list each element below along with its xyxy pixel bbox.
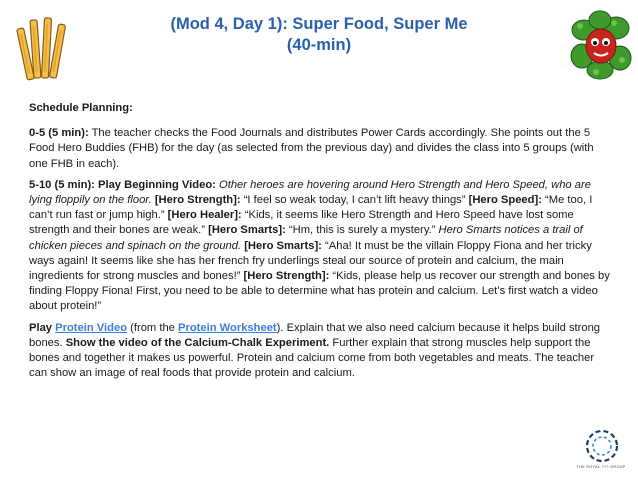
french-fries-icon <box>16 14 76 84</box>
dialogue: “Aha! It must be the villain Floppy Fiona and her tricky ways again! It seems like she has her french fry underlings steal our source of protein and calcium, the main ingredients for strong muscles and bones!” <box>29 239 592 283</box>
dialogue: “Kids, it seems like Hero Strength and Hero Speed have lost some strength and their bones are weak.” <box>29 209 574 237</box>
schedule-body <box>29 101 611 387</box>
protein-worksheet-link[interactable]: Protein Worksheet <box>178 321 277 334</box>
action-label: Play <box>29 321 53 334</box>
title-line-1: (Mod 4, Day 1): Super Food, Super Me <box>170 15 468 33</box>
paragraph-text: The teacher checks the Food Journals and distributes Power Cards accordingly. She points out the 5 Food Hero Buddies (FHB) for the day (as selected from the previous day) and divides the class into 5 groups (with one FHB in each). <box>29 127 594 170</box>
corner-logo-caption: THE ROYAL ??? GROUP <box>576 465 626 469</box>
stage-direction: Other heroes are hovering around Hero Strength and Hero Speed, who are lying floppily on the floor. <box>29 178 591 207</box>
veggie-hero-icon <box>570 8 632 82</box>
dialogue: “Kids, please help us recover our strength and bones by finding Floppy Fiona! First, you need to be able to determine what has protein and calcium. Let’s first watch a video about protein!” <box>29 270 610 313</box>
paragraph-play-video <box>29 321 611 382</box>
speaker-label: [Hero Smarts]: <box>244 239 322 252</box>
paragraph-0-5 <box>29 126 611 172</box>
speaker-label: [Hero Strength]: <box>243 270 330 283</box>
time-label: 5-10 (5 min): Play Beginning Video: <box>29 178 216 191</box>
paragraph-text: Further explain that strong muscles help support the bones and together it makes us powerful. Protein and calcium come from both vegetables and meats. The teacher can show an image of real foods that provide protein and calcium. <box>29 336 595 380</box>
section-heading: Schedule Planning: <box>29 102 133 114</box>
dialogue: “Hm, this is surely a mystery.” <box>285 224 439 237</box>
time-label: 0-5 (5 min): <box>29 127 89 140</box>
speaker-label: [Hero Strength]: <box>154 194 241 207</box>
speaker-label: [Hero Smarts]: <box>208 224 286 237</box>
protein-video-link[interactable]: Protein Video <box>55 321 128 334</box>
stage-direction: Hero Smarts notices a trail of chicken pieces and spinach on the ground. <box>29 224 583 252</box>
speaker-label: [Hero Speed]: <box>468 194 542 207</box>
title-line-2: (40-min) <box>286 36 352 54</box>
paragraph-text: ). Explain that we also need calcium because it helps build strong bones. <box>29 321 601 349</box>
speaker-label: [Hero Healer]: <box>167 209 242 222</box>
dialogue: “I feel so weak today, I can’t lift heavy things” <box>240 194 469 207</box>
dialogue: “Me too, I can’t run fast or jump high.” <box>29 194 593 222</box>
paragraph-text: (from the <box>127 321 179 334</box>
emphasis-text: Show the video of the Calcium-Chalk Experiment. <box>65 336 330 349</box>
paragraph-5-10 <box>29 178 611 315</box>
page-title <box>120 14 518 56</box>
